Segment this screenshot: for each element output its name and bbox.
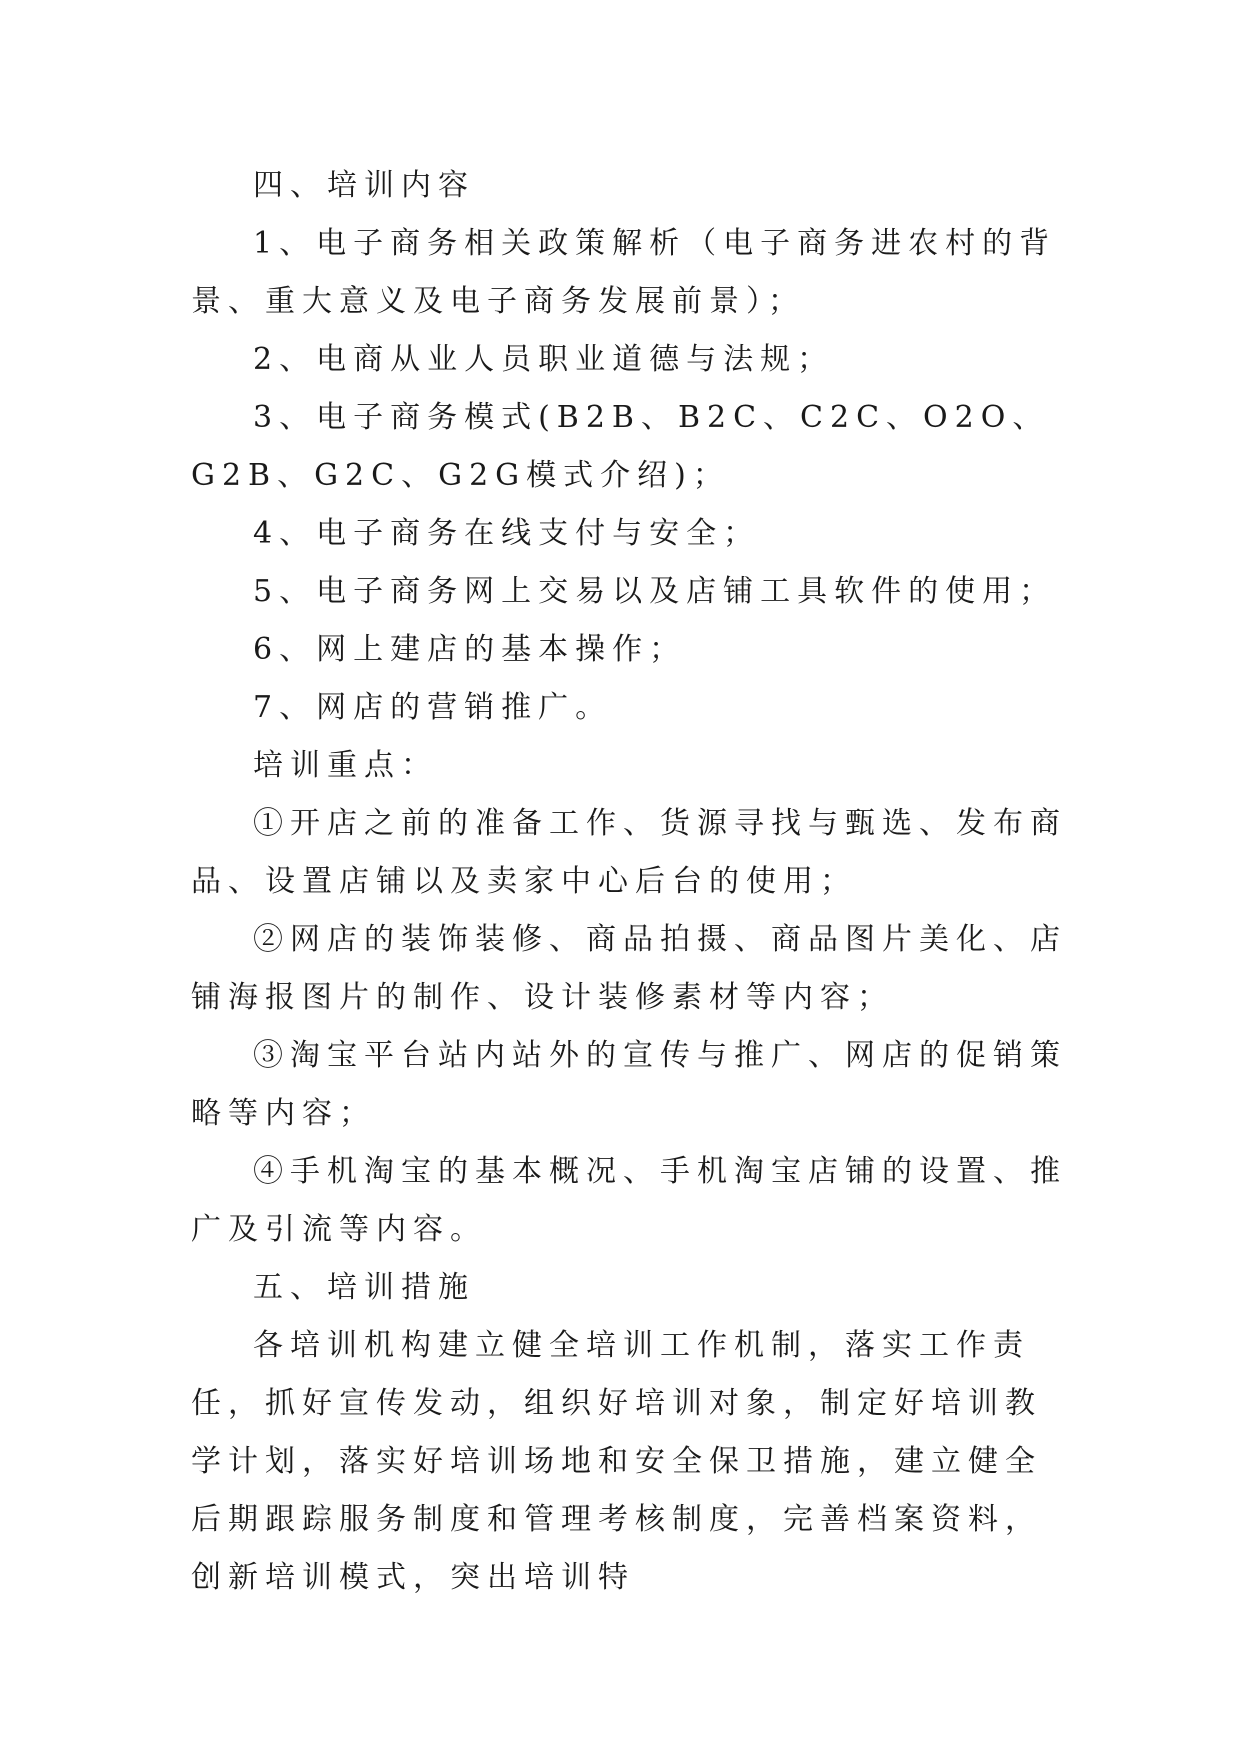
list-item: 6、网上建店的基本操作； — [253, 632, 687, 667]
focus-item: ③淘宝平台站内站外的宣传与推广、网店的促销策略等内容； — [191, 1038, 1067, 1131]
focus-item: ④手机淘宝的基本概况、手机淘宝店铺的设置、推广及引流等内容。 — [191, 1154, 1067, 1247]
body-paragraph: 各培训机构建立健全培训工作机制，落实工作责任，抓好宣传发动，组织好培训对象，制定好培训教学计划，落实好培训场地和安全保卫措施，建立健全后期跟踪服务制度和管理考核制度，完善档案资料，创新培训模式，突出培训特 — [191, 1328, 1042, 1595]
section-heading-training-measures: 五、培训措施 — [253, 1270, 475, 1305]
list-item: 1、电子商务相关政策解析（电子商务进农村的背景、重大意义及电子商务发展前景）； — [191, 226, 1057, 319]
list-item: 2、电商从业人员职业道德与法规； — [253, 342, 835, 377]
list-item: 4、电子商务在线支付与安全； — [253, 516, 761, 551]
list-item: 7、网店的营销推广。 — [253, 690, 613, 725]
section-heading-training-content: 四、培训内容 — [253, 168, 475, 203]
focus-item: ②网店的装饰装修、商品拍摄、商品图片美化、店铺海报图片的制作、设计装修素材等内容； — [191, 922, 1067, 1015]
training-focus-heading: 培训重点： — [253, 748, 438, 783]
list-item: 5、电子商务网上交易以及店铺工具软件的使用； — [253, 574, 1057, 609]
focus-item: ①开店之前的准备工作、货源寻找与甄选、发布商品、设置店铺以及卖家中心后台的使用； — [191, 806, 1067, 899]
document-body — [191, 157, 1071, 1607]
list-item: 3、电子商务模式(B2B、B2C、C2C、O2O、G2B、G2C、G2G模式介绍)； — [191, 400, 1050, 493]
